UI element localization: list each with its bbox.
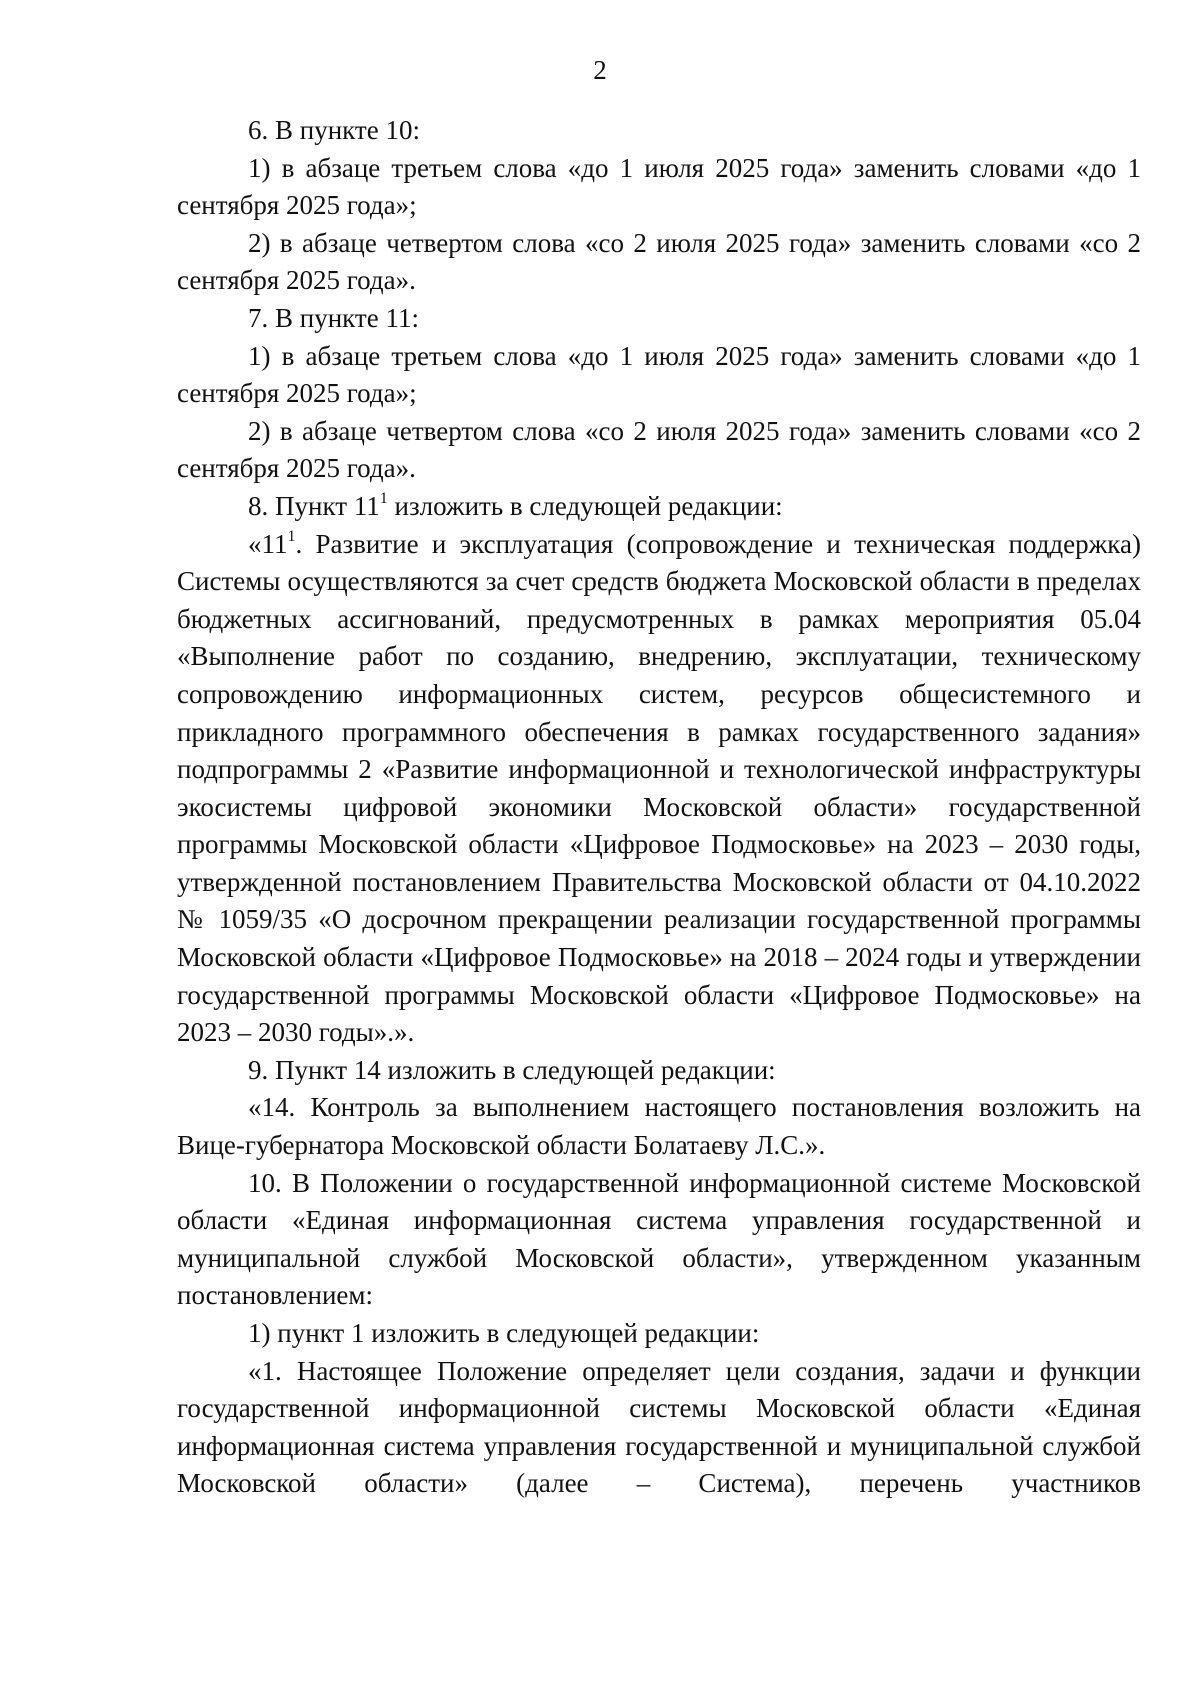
paragraph-item-10-sub-1: 1) пункт 1 изложить в следующей редакции: xyxy=(248,1318,760,1348)
document-body xyxy=(177,112,1141,1503)
paragraph-item-7: 7. В пункте 11: xyxy=(248,302,419,333)
paragraph-item-9-text-body: «14. Контроль за выполнением настоящего постановления возложить на Вице-губернатора Московской области Болатаеву Л.С.». xyxy=(177,1092,1141,1161)
paragraph-item-6-sub-1: 1) в абзаце третьем слова «до 1 июля 2025 года» заменить словами «до 1 сентября 2025 года»; xyxy=(177,152,1141,221)
page-number: 2 xyxy=(593,55,607,85)
paragraph-item-6-sub-2: 2) в абзаце четвертом слова «со 2 июля 2025 года» заменить словами «со 2 сентября 2025 года». xyxy=(177,227,1141,296)
paragraph-item-9: 9. Пункт 14 изложить в следующей редакции: xyxy=(248,1054,776,1085)
quote-start: «11 xyxy=(248,528,288,559)
paragraph-item-8-text-body xyxy=(177,526,1141,1052)
paragraph-item-6: 6. В пункте 10: xyxy=(248,115,420,145)
superscript: 1 xyxy=(287,527,296,545)
paragraph-item-7-sub-1: 1) в абзаце третьем слова «до 1 июля 2025 года» заменить словами «до 1 сентября 2025 года»; xyxy=(177,340,1141,409)
quote-body: . Развитие и эксплуатация (сопровождение и техническая поддержка) Системы осуществляются за счет средств бюджета Московской области в пределах бюджетных ассигнований, предусмотренных в рамках мероприятия 05.04 «Выполнение работ по созданию, внедрению, эксплуатации, техническому сопровождению информационных систем, ресурсов общесистемного и прикладного программного обеспечения в рамках государственного задания» подпрограммы 2 «Развитие информационной и технологической инфраструктуры экосистемы цифровой экономики Московской области» государственной программы Московской области «Цифровое Подмосковье» на 2023 – 2030 годы, утвержденной постановлением Правительства Московской области от 04.10.2022 № 1059/35 «О досрочном прекращении реализации государственной программы Московской области «Цифровое Подмосковье» на 2018 – 2024 годы и утверждении государственной программы Московской области «Цифровое Подмосковье» на 2023 – 2030 годы».». xyxy=(177,528,1141,1048)
paragraph-item-10-sub-1-text-body: «1. Настоящее Положение определяет цели создания, задачи и функции государственной информационной системы Московской области «Единая информационная система управления государственной и муниципальной службой Московской области» (далее – Система), перечень участников xyxy=(177,1355,1141,1499)
superscript: 1 xyxy=(379,489,388,507)
paragraph-item-8-text: 8. Пункт 11 xyxy=(248,490,380,521)
paragraph-item-8-text-end: изложить в следующей редакции: xyxy=(387,490,783,521)
paragraph-item-7-sub-2: 2) в абзаце четвертом слова «со 2 июля 2025 года» заменить словами «со 2 сентября 2025 года». xyxy=(177,415,1141,484)
paragraph-item-10: 10. В Положении о государственной информационной системе Московской области «Единая информационная система управления государственной и муниципальной службой Московской области», утвержденном указанным постановлением: xyxy=(177,1167,1141,1311)
paragraph-item-8 xyxy=(177,488,1141,526)
